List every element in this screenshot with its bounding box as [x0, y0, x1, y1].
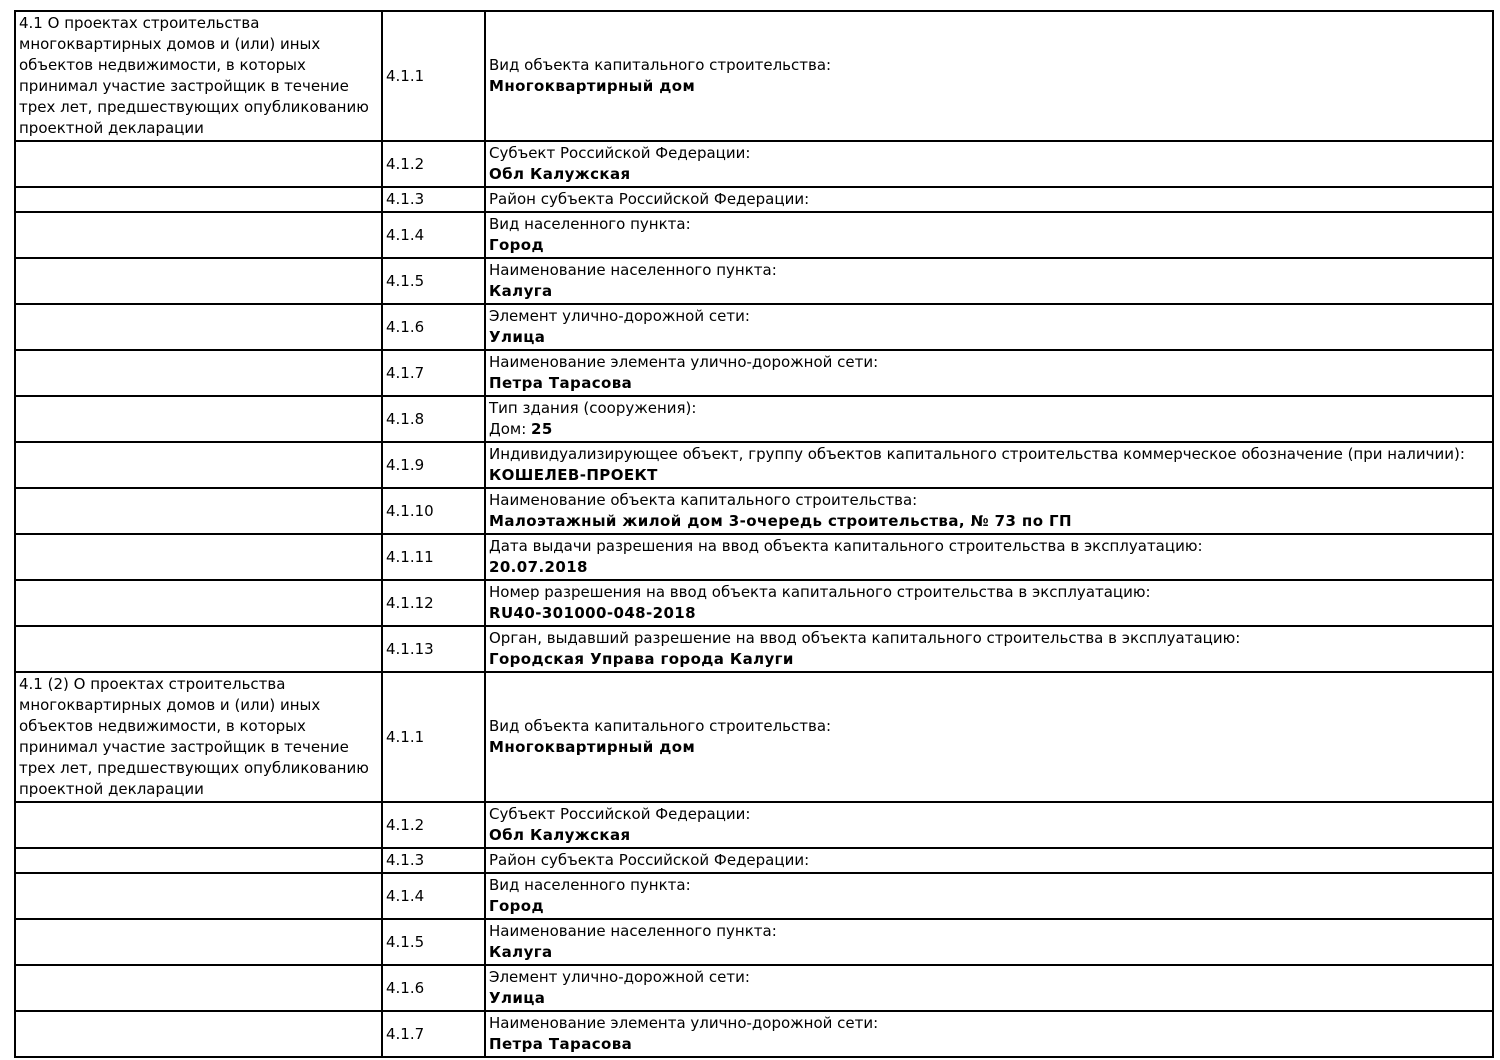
empty-desc-cell [15, 442, 382, 488]
table-row [15, 1011, 1493, 1057]
row-content-cell [485, 580, 1493, 626]
table-row [15, 304, 1493, 350]
table-row [15, 534, 1493, 580]
row-value-line [489, 896, 1489, 917]
row-value-line [489, 557, 1489, 578]
row-content-cell [485, 626, 1493, 672]
declaration-document [14, 10, 1494, 1058]
row-label: Наименование населенного пункта: [489, 922, 777, 940]
table-row [15, 11, 1493, 141]
row-number: 4.1.2 [386, 815, 425, 834]
row-content-cell [485, 802, 1493, 848]
row-label: Вид населенного пункта: [489, 215, 691, 233]
row-value-line [489, 649, 1489, 670]
declaration-table [14, 10, 1494, 1058]
table-row [15, 672, 1493, 802]
empty-desc-cell [15, 919, 382, 965]
row-value: RU40-301000-048-2018 [489, 604, 696, 622]
empty-desc-cell [15, 350, 382, 396]
row-label: Наименование населенного пункта: [489, 261, 777, 279]
row-value: Обл Калужская [489, 826, 631, 844]
row-value: Калуга [489, 943, 553, 961]
row-content-cell [485, 11, 1493, 141]
row-label: Субъект Российской Федерации: [489, 144, 751, 162]
row-value-line [489, 988, 1489, 1009]
row-number: 4.1.13 [386, 639, 434, 658]
row-number: 4.1.7 [386, 363, 425, 382]
row-number-cell [382, 187, 485, 212]
empty-desc-cell [15, 396, 382, 442]
row-label: Дата выдачи разрешения на ввод объекта капитального строительства в эксплуатацию: [489, 537, 1203, 555]
empty-desc-cell [15, 626, 382, 672]
row-content-cell [485, 873, 1493, 919]
row-value-line [489, 825, 1489, 846]
row-value: Город [489, 236, 545, 254]
table-row [15, 802, 1493, 848]
table-row [15, 187, 1493, 212]
row-label: Вид объекта капитального строительства: [489, 717, 832, 735]
empty-desc-cell [15, 848, 382, 873]
row-value: Многоквартирный дом [489, 738, 696, 756]
row-value-line [489, 465, 1489, 486]
section-1-header-cell: 4.1 О проектах строительства многоквартирных домов и (или) иных объектов недвижимости, в которых принимал участие застройщик в течение трех лет, предшествующих опубликованию проектной декларации [15, 11, 382, 141]
row-value-line [489, 419, 1489, 440]
row-value: 20.07.2018 [489, 558, 588, 576]
row-value-prefix: Дом: [489, 420, 532, 438]
row-number-cell [382, 141, 485, 187]
row-label: Вид населенного пункта: [489, 876, 691, 894]
row-number-cell [382, 396, 485, 442]
row-content-cell [485, 534, 1493, 580]
row-value-line [489, 1034, 1489, 1055]
row-label: Наименование элемента улично-дорожной сети: [489, 353, 879, 371]
section-2-header-cell: 4.1 (2) О проектах строительства многоквартирных домов и (или) иных объектов недвижимости, в которых принимал участие застройщик в течение трех лет, предшествующих опубликованию проектной декларации [15, 672, 382, 802]
row-label: Индивидуализирующее объект, группу объектов капитального строительства коммерческое обозначение (при наличии): [489, 445, 1465, 463]
row-label: Номер разрешения на ввод объекта капитального строительства в эксплуатацию: [489, 583, 1151, 601]
row-number-cell [382, 11, 485, 141]
table-row [15, 488, 1493, 534]
row-number: 4.1.6 [386, 317, 425, 336]
table-row [15, 848, 1493, 873]
row-number: 4.1.6 [386, 978, 425, 997]
row-label: Тип здания (сооружения): [489, 399, 697, 417]
empty-desc-cell [15, 258, 382, 304]
row-value: Обл Калужская [489, 165, 631, 183]
empty-desc-cell [15, 534, 382, 580]
table-row [15, 965, 1493, 1011]
row-number: 4.1.11 [386, 547, 434, 566]
row-number-cell [382, 534, 485, 580]
row-value-line [489, 281, 1489, 302]
row-label: Субъект Российской Федерации: [489, 805, 751, 823]
row-value: Малоэтажный жилой дом 3-очередь строительства, № 73 по ГП [489, 512, 1072, 530]
row-label: Элемент улично-дорожной сети: [489, 307, 750, 325]
row-number-cell [382, 919, 485, 965]
row-label: Вид объекта капитального строительства: [489, 56, 832, 74]
row-value-line [489, 737, 1489, 758]
row-number: 4.1.10 [386, 501, 434, 520]
row-number-cell [382, 672, 485, 802]
row-value: Город [489, 897, 545, 915]
row-value-line [489, 511, 1489, 532]
row-number: 4.1.3 [386, 190, 425, 208]
row-number: 4.1.1 [386, 66, 425, 85]
row-value: Петра Тарасова [489, 1035, 633, 1053]
row-value: Улица [489, 328, 546, 346]
table-row [15, 141, 1493, 187]
empty-desc-cell [15, 212, 382, 258]
row-number-cell [382, 488, 485, 534]
row-value: КОШЕЛЕВ-ПРОЕКТ [489, 466, 658, 484]
row-value-line [489, 76, 1489, 97]
row-label: Элемент улично-дорожной сети: [489, 968, 750, 986]
empty-desc-cell [15, 873, 382, 919]
row-number-cell [382, 350, 485, 396]
row-content-cell [485, 965, 1493, 1011]
row-value-line [489, 603, 1489, 624]
table-row [15, 580, 1493, 626]
row-label: Район субъекта Российской Федерации: [489, 851, 810, 869]
row-value: Калуга [489, 282, 553, 300]
empty-desc-cell [15, 802, 382, 848]
row-label: Наименование элемента улично-дорожной сети: [489, 1014, 879, 1032]
row-value-line [489, 327, 1489, 348]
row-number-cell [382, 873, 485, 919]
row-number-cell [382, 580, 485, 626]
row-number-cell [382, 848, 485, 873]
row-number: 4.1.3 [386, 851, 425, 869]
row-content-cell [485, 396, 1493, 442]
table-row [15, 626, 1493, 672]
row-number-cell [382, 1011, 485, 1057]
row-number-cell [382, 304, 485, 350]
row-content-cell [485, 350, 1493, 396]
row-number-cell [382, 626, 485, 672]
row-number: 4.1.7 [386, 1024, 425, 1043]
row-number: 4.1.12 [386, 593, 434, 612]
row-content-cell [485, 258, 1493, 304]
empty-desc-cell [15, 965, 382, 1011]
row-label: Орган, выдавший разрешение на ввод объекта капитального строительства в эксплуатацию: [489, 629, 1241, 647]
empty-desc-cell [15, 488, 382, 534]
row-content-cell [485, 187, 1493, 212]
row-number: 4.1.5 [386, 932, 425, 951]
row-number: 4.1.8 [386, 409, 425, 428]
row-value: Многоквартирный дом [489, 77, 696, 95]
table-row [15, 396, 1493, 442]
empty-desc-cell [15, 187, 382, 212]
row-value: Городская Управа города Калуги [489, 650, 794, 668]
row-content-cell [485, 919, 1493, 965]
row-value-line [489, 235, 1489, 256]
row-value: Петра Тарасова [489, 374, 633, 392]
row-number-cell [382, 965, 485, 1011]
row-number: 4.1.4 [386, 886, 425, 905]
row-value: 25 [531, 420, 553, 438]
table-row [15, 442, 1493, 488]
row-content-cell [485, 488, 1493, 534]
row-number: 4.1.2 [386, 154, 425, 173]
row-number: 4.1.9 [386, 455, 425, 474]
row-value-line [489, 373, 1489, 394]
row-content-cell [485, 442, 1493, 488]
empty-desc-cell [15, 304, 382, 350]
empty-desc-cell [15, 580, 382, 626]
row-number-cell [382, 802, 485, 848]
row-value-line [489, 164, 1489, 185]
row-label: Наименование объекта капитального строительства: [489, 491, 918, 509]
row-value-line [489, 942, 1489, 963]
table-row [15, 873, 1493, 919]
row-number: 4.1.4 [386, 225, 425, 244]
row-content-cell [485, 304, 1493, 350]
row-number-cell [382, 258, 485, 304]
row-content-cell [485, 672, 1493, 802]
table-row [15, 258, 1493, 304]
table-row [15, 212, 1493, 258]
row-number-cell [382, 442, 485, 488]
table-row [15, 919, 1493, 965]
row-content-cell [485, 212, 1493, 258]
row-content-cell [485, 848, 1493, 873]
empty-desc-cell [15, 141, 382, 187]
table-row [15, 350, 1493, 396]
row-content-cell [485, 1011, 1493, 1057]
empty-desc-cell [15, 1011, 382, 1057]
row-label: Район субъекта Российской Федерации: [489, 190, 810, 208]
row-number: 4.1.5 [386, 271, 425, 290]
row-value: Улица [489, 989, 546, 1007]
row-content-cell [485, 141, 1493, 187]
row-number-cell [382, 212, 485, 258]
row-number: 4.1.1 [386, 727, 425, 746]
